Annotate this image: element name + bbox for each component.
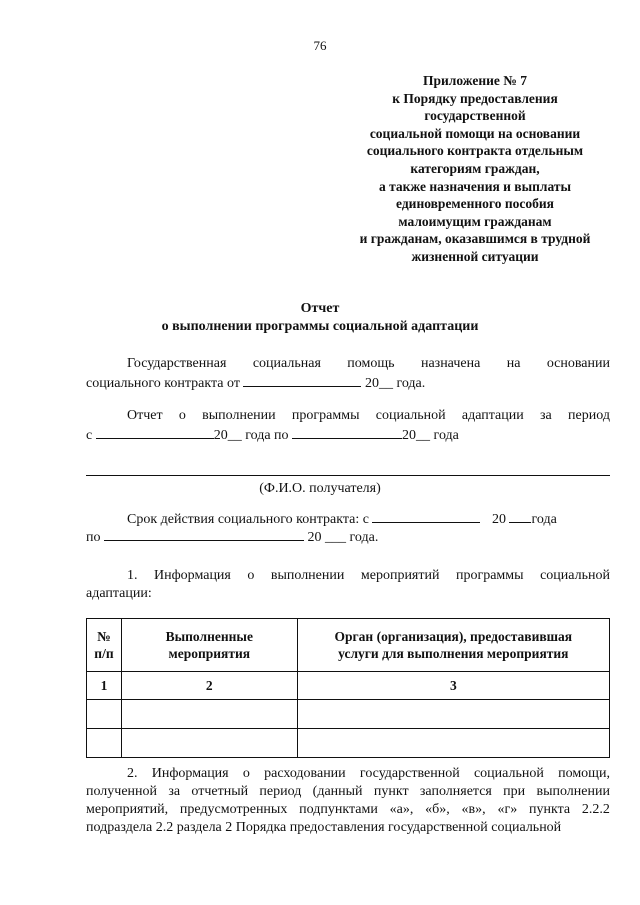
word: Информация	[151, 766, 229, 781]
word: пункта	[529, 802, 571, 817]
word: основании	[546, 356, 610, 371]
term-to-field[interactable]	[104, 528, 304, 541]
word: на	[506, 356, 521, 371]
word: за	[168, 784, 181, 799]
table-row	[87, 700, 610, 729]
table-cell[interactable]	[87, 729, 122, 758]
word: отчетный	[191, 784, 249, 799]
word: «г»	[497, 802, 518, 817]
period-to-field[interactable]	[292, 426, 402, 439]
p1-line1	[127, 356, 610, 372]
word: предусмотренных	[179, 802, 288, 817]
table-cell[interactable]	[121, 700, 297, 729]
section2-line1	[127, 766, 610, 782]
header-text: №	[97, 629, 111, 644]
word: социальной	[540, 568, 610, 583]
appendix-line: Приложение № 7	[423, 73, 527, 88]
section1-line1	[127, 568, 610, 584]
recipient-name-field[interactable]	[86, 475, 610, 476]
appendix-line: малоимущим гражданам	[398, 213, 552, 229]
column-number-cell: 3	[297, 672, 609, 700]
column-number-cell: 2	[121, 672, 297, 700]
appendix-line: социального контракта отдельным	[366, 143, 584, 159]
word: подпунктами	[299, 802, 378, 817]
term-year-prefix: 20	[491, 512, 506, 527]
word: заполняется	[419, 784, 492, 799]
header-text: услуги для выполнения мероприятия	[338, 646, 569, 661]
header-cell-organization	[297, 619, 609, 672]
word: 2.2.2	[581, 802, 610, 817]
recipient-caption: (Ф.И.О. получателя)	[259, 481, 381, 496]
word: (данный	[312, 784, 363, 799]
word: 1.	[127, 568, 138, 583]
word: о	[178, 408, 186, 423]
table-cell[interactable]	[297, 700, 609, 729]
appendix-line: государственной	[424, 108, 526, 124]
header-text: мероприятия	[168, 646, 251, 661]
word: назначена	[420, 356, 481, 371]
section1-line2: адаптации:	[86, 586, 152, 601]
word: адаптации	[461, 408, 524, 423]
term-year-field[interactable]	[509, 510, 531, 523]
contract-date-field[interactable]	[243, 374, 361, 387]
word: «б»,	[425, 802, 450, 817]
word: период	[568, 408, 610, 423]
word: Государственная	[127, 356, 227, 371]
header-cell-number	[87, 619, 122, 672]
appendix-line: единовременного пособия	[396, 196, 554, 212]
appendix-line: к Порядку предоставления	[392, 90, 558, 106]
word: о	[247, 568, 255, 583]
term-line2	[86, 528, 378, 546]
table-cell[interactable]	[121, 729, 297, 758]
term-to-label: по	[86, 530, 101, 545]
contract-date-label: социального контракта от	[86, 376, 240, 391]
column-number-cell: 1	[87, 672, 122, 700]
word: о	[242, 766, 250, 781]
header-text: Орган (организация), предоставившая	[334, 629, 573, 644]
document-subtitle: о выполнении программы социальной адаптации	[161, 319, 479, 334]
term-to-year-label: 20 ___ года.	[307, 530, 379, 545]
word: «в»,	[461, 802, 486, 817]
period-from-label: с	[86, 428, 93, 443]
contract-year-label: 20__ года.	[364, 376, 426, 391]
table-row	[87, 729, 610, 758]
word: выполнении	[536, 784, 610, 799]
word: программы	[291, 408, 360, 423]
header-text: п/п	[94, 646, 114, 661]
p1-line2	[86, 374, 425, 392]
table-number-row	[87, 672, 610, 700]
document-title: Отчет	[300, 301, 340, 316]
activities-table	[86, 618, 610, 758]
word: 2.	[127, 766, 138, 781]
header-cell-activities	[121, 619, 297, 672]
word: социальная	[252, 356, 321, 371]
term-line1	[127, 510, 557, 528]
p2-line1	[127, 408, 610, 424]
period-to-label: 20__ года по	[213, 428, 289, 443]
table-header-row	[87, 619, 610, 672]
period-from-field[interactable]	[96, 426, 214, 439]
section2-line3	[86, 802, 610, 818]
word: расходовании	[264, 766, 346, 781]
term-year-label: года	[531, 512, 557, 527]
word: помощи,	[558, 766, 610, 781]
term-from-label: Срок действия социального контракта: с	[127, 512, 369, 527]
table-cell[interactable]	[87, 700, 122, 729]
word: «а»,	[389, 802, 414, 817]
word: социальной	[375, 408, 446, 423]
word: при	[503, 784, 526, 799]
page-number: 76	[313, 38, 327, 53]
appendix-header	[335, 72, 615, 266]
p2-line2	[86, 426, 459, 444]
word: выполнении	[202, 408, 276, 423]
word: Информация	[154, 568, 231, 583]
appendix-line: и гражданам, оказавшимся в трудной	[359, 231, 591, 247]
word: государственной	[359, 766, 460, 781]
word: Отчет	[127, 408, 163, 423]
table-cell[interactable]	[297, 729, 609, 758]
appendix-line: жизненной ситуации	[411, 248, 539, 264]
section2-line2	[86, 784, 610, 800]
word: за	[540, 408, 552, 423]
period-year-label: 20__ года	[402, 428, 459, 443]
header-text: Выполненные	[165, 629, 253, 644]
word: мероприятий,	[86, 802, 169, 817]
word: помощь	[347, 356, 395, 371]
word: программы	[455, 568, 524, 583]
word: полученной	[86, 784, 158, 799]
word: период	[259, 784, 302, 799]
term-from-field[interactable]	[372, 510, 480, 523]
word: пункт	[373, 784, 409, 799]
word: социальной	[473, 766, 544, 781]
word: выполнении	[270, 568, 345, 583]
appendix-line: а также назначения и выплаты	[378, 178, 572, 194]
appendix-line: социальной помощи на основании	[369, 125, 581, 141]
appendix-line: категориям граждан,	[410, 160, 540, 176]
word: мероприятий	[360, 568, 440, 583]
section2-line4: подраздела 2.2 раздела 2 Порядка предоставления государственной социальной	[86, 820, 562, 835]
